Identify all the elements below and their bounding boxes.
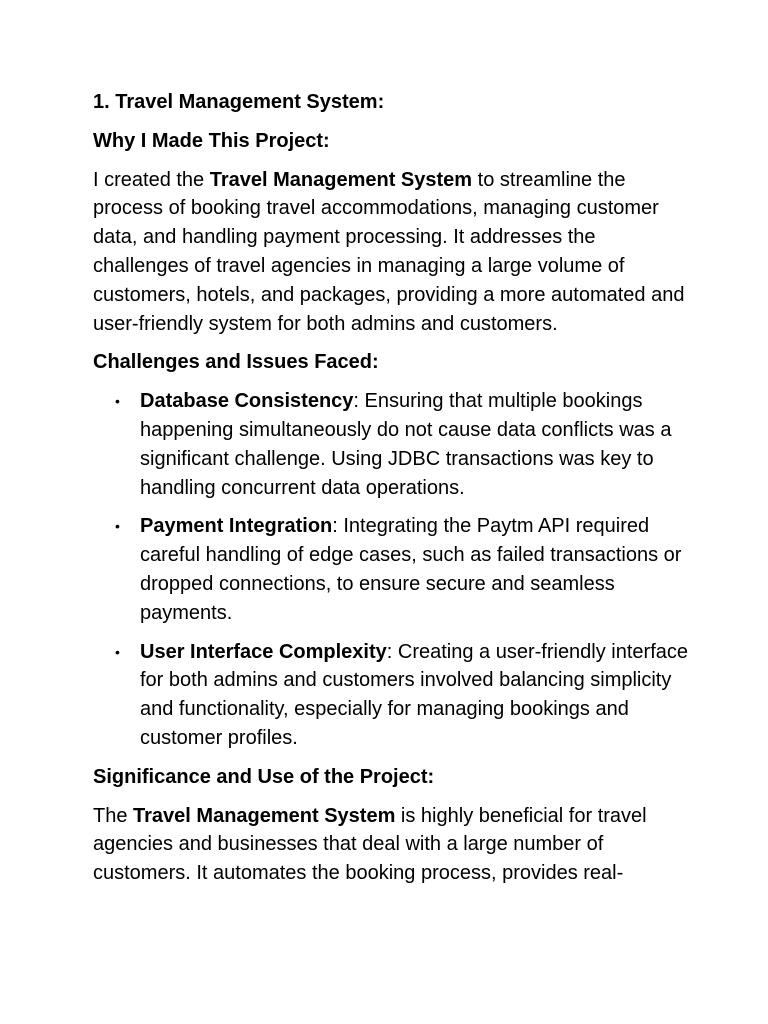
intro-text-start: I created the [93, 168, 210, 191]
section-title: 1. Travel Management System: [93, 91, 385, 113]
challenge-term: Database Consistency [140, 390, 354, 413]
intro-bold-term: Travel Management System [209, 168, 473, 191]
significance-text-start: The [93, 804, 134, 827]
significance-text-rest: is highly beneficial for travel agencies and businesses that deal with a large number of customers. It automates the booking process, provides real- [93, 804, 647, 885]
list-item [93, 387, 693, 502]
challenge-term: User Interface Complexity [140, 640, 387, 663]
challenge-term: Payment Integration [140, 515, 333, 538]
intro-text-rest: to streamline the process of booking travel accommodations, managing customer data, and handling payment processing. It addresses the challenges of travel agencies in managing a large volume of customers, hotels, and packages, providing a more automated and user-friendly system for both admins and customers. [93, 168, 685, 335]
list-item [93, 638, 693, 753]
challenge-text: : Ensuring that multiple bookings happening simultaneously do not cause data conflicts was a significant challenge. Using JDBC transactions was key to handling concurrent data operations. [140, 390, 672, 499]
significance-bold-term: Travel Management System [133, 804, 396, 827]
significance-heading: Significance and Use of the Project: [93, 765, 435, 788]
bullet-icon: • [115, 643, 120, 660]
list-item [93, 512, 693, 627]
bullet-icon: • [115, 393, 120, 410]
why-heading: Why I Made This Project: [93, 129, 330, 152]
challenges-heading: Challenges and Issues Faced: [93, 351, 379, 374]
significance-paragraph [93, 802, 693, 888]
challenges-list [93, 387, 693, 753]
intro-paragraph [93, 166, 693, 339]
document-body [93, 88, 693, 898]
challenge-text: : Creating a user-friendly interface for both admins and customers involved balancing simplicity and functionality, especially for managing bookings and customer profiles. [140, 640, 689, 749]
challenge-text: : Integrating the Paytm API required careful handling of edge cases, such as failed transactions or dropped connections, to ensure secure and seamless payments. [140, 515, 682, 624]
bullet-icon: • [115, 518, 120, 535]
